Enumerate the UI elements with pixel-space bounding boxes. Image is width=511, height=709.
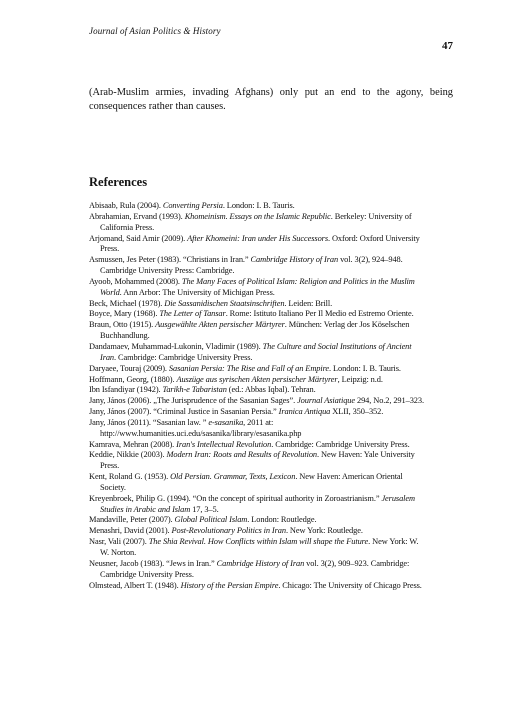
reference-text: Boyce, Mary (1968). [89, 309, 160, 319]
reference-text: Arjomand, Said Amir (2009). [89, 233, 188, 243]
reference-text: . London: Routledge. [247, 515, 317, 525]
reference-text: Abisaab, Rula (2004). [89, 201, 163, 210]
running-header-journal-title: Journal of Asian Politics & History [89, 26, 221, 36]
reference-entry [89, 255, 429, 277]
reference-entry [89, 559, 429, 581]
reference-title: The Many Faces of Political Islam: Religion and Politics in the Muslim World [100, 276, 415, 297]
reference-entry [89, 320, 429, 342]
reference-entry [89, 581, 429, 592]
references-heading: References [89, 175, 148, 189]
reference-text: XLII, 350–352. [330, 407, 384, 417]
reference-title: Die Sassanidischen Staatsinschriften [164, 298, 285, 308]
reference-text: . Leiden: Brill. [284, 298, 333, 308]
reference-title: e-sasanika [208, 417, 244, 427]
reference-title: The Shia Revival. How Conflicts within Islam will shape the Future [148, 537, 369, 547]
reference-text: Hoffmann, Georg, (1880). [89, 374, 177, 384]
reference-title: Journal Asiatique [297, 396, 355, 406]
reference-text: Neusner, Jacob (1983). “Jews in Iran.” [89, 558, 217, 568]
reference-title: Iran's Intellectual Revolution [176, 439, 272, 449]
reference-entry [89, 375, 429, 386]
reference-text: . New Haven: American Oriental Society. [100, 472, 403, 492]
reference-text: Daryaee, Touraj (2009). [89, 363, 169, 373]
reference-title: Cambridge History of Iran [216, 558, 305, 568]
reference-text: vol. 3(2), 909–923. Cambridge: Cambridge University Press. [100, 558, 410, 579]
reference-text: Nasr, Vali (2007). [89, 537, 149, 547]
reference-title: The Culture and Social Institutions of Ancient Iran [100, 341, 412, 362]
reference-entry [89, 342, 429, 364]
reference-entry [89, 526, 429, 537]
reference-text: . New York: Routledge. [285, 526, 363, 536]
reference-title: Old Persian. Grammar, Texts, Lexicon [170, 472, 296, 482]
reference-text: Kreyenbroek, Philip G. (1994). “On the concept of spiritual authority in Zoroastrianism.” [89, 493, 382, 503]
reference-text: . Berkeley: University of California Press. [100, 211, 412, 232]
reference-text: . München: Verlag der Jos Köselschen Buchhandlung. [100, 320, 410, 341]
reference-entry [89, 364, 429, 375]
reference-entry [89, 385, 429, 396]
reference-text: . Oxford: Oxford University Press. [100, 233, 420, 254]
reference-text: Olmstead, Albert T. (1948). [89, 580, 181, 590]
reference-text: Ayoob, Mohammed (2008). [89, 276, 182, 286]
reference-title: Post-Revolutionary Politics in Iran [171, 526, 286, 536]
reference-text: . Cambridge: Cambridge University Press. [114, 352, 253, 362]
reference-text: , Leipzig: n.d. [337, 374, 383, 384]
reference-entry [89, 396, 429, 407]
reference-title: Sasanian Persia: The Rise and Fall of an Empire [168, 363, 330, 373]
reference-text: Ibn Isfandiyar (1942). [89, 385, 163, 395]
reference-text: . Chicago: The University of Chicago Press. [278, 580, 422, 590]
reference-title: After Khomeini: Iran under His Successors [187, 233, 328, 243]
reference-title: Khomeinism. Essays on the Islamic Republic [184, 211, 331, 221]
reference-text: Keddie, Nikkie (2003). [89, 450, 167, 460]
reference-title: Auszüge aus syrischen Akten persischer Märtyrer [176, 374, 338, 384]
reference-text: Abrahamian, Ervand (1993). [89, 211, 185, 221]
reference-entry [89, 494, 429, 516]
reference-text: Menashri, David (2001). [89, 526, 172, 536]
reference-title: Converting Persia [162, 201, 223, 210]
reference-entry [89, 201, 429, 212]
reference-text: . London: I. B. Tauris. [329, 363, 401, 373]
reference-text: Mandaville, Peter (2007). [89, 515, 175, 525]
reference-text: . New York: W. W. Norton. [100, 537, 419, 557]
reference-entry [89, 450, 429, 472]
reference-text: vol. 3(2), 924–948. Cambridge University Press: Cambridge. [100, 255, 403, 276]
reference-entry [89, 418, 429, 440]
reference-text: Jany, János (2011). “Sasanian law. ” [89, 417, 209, 427]
reference-text: Jany, János (2006). „The Jurisprudence of the Sasanian Sages”. [89, 396, 298, 406]
reference-title: History of the Persian Empire [180, 580, 279, 590]
reference-text: 294, No.2, 291–323. [355, 396, 424, 406]
reference-title: Modern Iran: Roots and Results of Revolution [166, 450, 318, 460]
reference-text: . Rome: Istituto Italiano Per Il Medio ed Estremo Oriente. [225, 309, 414, 319]
body-paragraph: (Arab-Muslim armies, invading Afghans) only put an end to the agony, being consequences rather than causes. [89, 87, 453, 113]
reference-text: Asmussen, Jes Peter (1983). “Christians in Iran.” [89, 255, 251, 265]
reference-title: The Letter of Tansar [159, 309, 226, 319]
reference-text: Kent, Roland G. (1953). [89, 472, 171, 482]
reference-entry [89, 309, 429, 320]
reference-title: Jerusalem Studies in Arabic and Islam [100, 493, 415, 514]
reference-text: , 2011 at: http://www.humanities.uci.edu/sasanika/library/esasanika.php [100, 417, 302, 438]
reference-entry [89, 277, 429, 299]
reference-text: Kamrava, Mehran (2008). [89, 439, 177, 449]
reference-text: 17, 3–5. [190, 504, 219, 514]
reference-text: Jany, János (2007). “Criminal Justice in Sasanian Persia.” [89, 407, 279, 417]
reference-entry [89, 299, 429, 310]
reference-title: Cambridge History of Iran [250, 255, 339, 265]
reference-entry [89, 234, 429, 256]
reference-entry [89, 515, 429, 526]
reference-list [89, 201, 429, 591]
reference-title: Tarikh-e Tabaristan [162, 385, 227, 395]
reference-title: Iranica Antiqua [278, 407, 331, 417]
page-number: 47 [442, 40, 453, 52]
reference-text: . London: I. B. Tauris. [222, 201, 295, 210]
reference-text: . Cambridge: Cambridge University Press. [271, 439, 410, 449]
reference-title: Ausgewählte Akten persischer Märtyrer [155, 320, 285, 330]
reference-entry [89, 440, 429, 451]
reference-text: Dandamaev, Muhammad-Lukonin, Vladimir (1989). [89, 341, 263, 351]
reference-text: . Ann Arbor: The University of Michigan Press. [119, 287, 275, 297]
reference-title: Global Political Islam [174, 515, 248, 525]
reference-entry [89, 472, 429, 494]
reference-entry [89, 537, 429, 559]
reference-text: (ed.: Abbas Iqbal). Tehran. [226, 385, 316, 395]
reference-text: Braun, Otto (1915). [89, 320, 156, 330]
reference-text: Beck, Michael (1978). [89, 298, 165, 308]
reference-entry [89, 212, 429, 234]
reference-text: . New Haven: Yale University Press. [100, 450, 415, 471]
reference-entry [89, 407, 429, 418]
